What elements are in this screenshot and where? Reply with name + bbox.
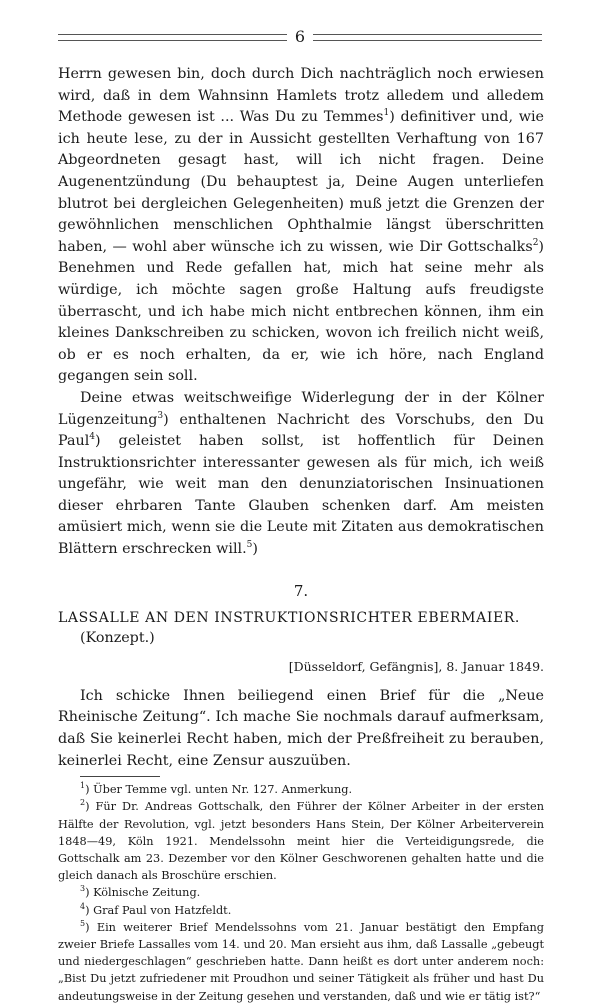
footnote: $^3$) Kölnische Zeitung. [80, 884, 201, 900]
letter-number: 7. [293, 581, 309, 600]
paragraph: Deine etwas weitschweifige Widerlegung der in der Kölner Lügenzeitung$^3$) enthaltenen Nachricht des Vorschubs, den Du Paul$^4$) geleistet haben sollst, ist hoffentlich für Deinen Instruktionsrichter interessanter gewesen als für mich, ich weiß ungefähr, wie weit man den denunziatorischen Insinuationen dieser ehrbaren Tante Glauben schenken darf. Am meisten amüsiert mich, wenn sie die Leute mit Zitaten aus demokratischen Blättern erschrecken will.$^5$) [58, 389, 544, 558]
header-rule-right [313, 34, 542, 41]
page-number: 6 [294, 27, 306, 46]
footnote-ref: 4 [89, 432, 96, 443]
letter-heading [58, 608, 544, 648]
main-text [58, 64, 544, 1005]
footnote: $^2$) Für Dr. Andreas Gottschalk, den Führer der Kölner Arbeiter in der ersten Hälfte der Revolution, vgl. jetzt besonders Hans Stein, Der Kölner Arbeiterverein 1848—49, Köln 1921. Mendelssohn meint hier die Verteidigungsrede, die Gottschalk am 23. Dezember vor den Kölner Geschworenen gehalten hatte und die gleich danach als Broschüre erschien. [58, 798, 544, 883]
running-header [58, 28, 542, 46]
footnote: $^1$) Über Temme vgl. unten Nr. 127. Anmerkung. [80, 781, 353, 797]
footnote-ref: 5 [246, 540, 253, 551]
footnotes [58, 781, 544, 1005]
paragraph: Herrn gewesen bin, doch durch Dich nachträglich noch erwiesen wird, daß in dem Wahnsinn Hamlets trotz alledem und alledem Methode gewesen ist ... Was Du zu Temmes$^1$) definitiver und, wie ich heute lese, zu der in Aussicht gestellten Verhaftung von 167 Abgeordneten gesagt hast, will ich nicht fragen. Deine Augenentzündung (Du behauptest ja, Deine Augen unterliefen blutrot bei dergleichen Gelegenheiten) muß jetzt die Grenzen der gewöhnlichen menschlichen Ophthalmie längst überschritten haben, — wohl aber wünsche ich zu wissen, wie Dir Gottschalks$^2$) Benehmen und Rede gefallen hat, mich hat seine mehr als würdige, ich möchte sagen große Haltung aufs freudigste überrascht, und ich habe mich nicht entbrechen können, ihm ein kleines Dankschreiben zu schicken, wovon ich freilich nicht weiß, ob er es noch erhalten, da er, wie ich höre, nach England gegangen sein soll. [58, 66, 544, 385]
letter-body: Ich schicke Ihnen beiliegend einen Brief für die „Neue Rheinische Zeitung“. Ich mache Sie nochmals darauf aufmerksam, daß Sie keinerlei Recht haben, mich der Preßfreiheit zu berauben, keinerlei Recht, eine Zensur auszuüben. [58, 687, 544, 769]
footnote: $^5$) Ein weiterer Brief Mendelssohns vom 21. Januar bestätigt den Empfang zweier Briefe Lassalles vom 14. und 20. Man ersieht aus ihm, daß Lassalle „gebeugt und niedergeschlagen“ geschrieben hatte. Dann heißt es dort unter anderem noch: „Bist Du jetzt zufriedener mit Proudhon und seiner Tätigkeit als früher und hast Du andeutungsweise in der Zeitung gesehen und verstanden, daß und wie er tätig ist?“ [58, 919, 544, 1003]
footnote-ref: 1 [383, 108, 390, 119]
letter-subtitle: (Konzept.) [80, 630, 155, 647]
footnote: $^4$) Graf Paul von Hatzfeldt. [80, 901, 232, 917]
footnote-ref: 3 [157, 410, 164, 421]
header-rule-left [58, 34, 287, 41]
letter-dateline: [Düsseldorf, Gefängnis], 8. Januar 1849. [288, 659, 544, 675]
letter-title: LASSALLE AN DEN INSTRUKTIONSRICHTER EBERMAIER. [58, 610, 520, 627]
footnote-rule [80, 776, 160, 777]
footnote-ref: 2 [532, 237, 539, 248]
